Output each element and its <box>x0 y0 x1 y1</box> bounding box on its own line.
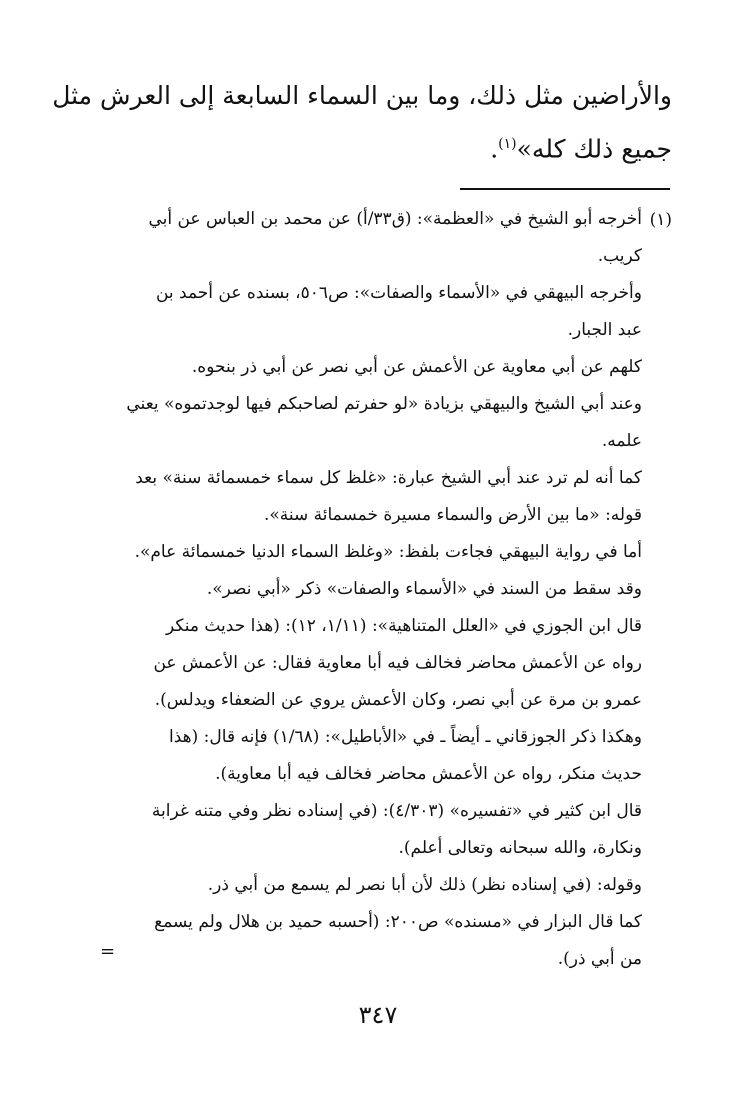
page-number: ٣٤٧ <box>358 1001 398 1029</box>
footnote-line: حديث منكر، رواه عن الأعمش محاضر فخالف فيه أبا معاوية). <box>215 764 642 784</box>
footnote-line: وأخرجه البيهقي في «الأسماء والصفات»: ص٥٠٦، بسنده عن أحمد بن <box>155 283 642 303</box>
footnote-line: كما أنه لم ترد عند أبي الشيخ عبارة: «غلظ كل سماء خمسمائة سنة» بعد <box>135 468 642 488</box>
footnote-reference: (١) <box>498 136 517 152</box>
footnote-line: أخرجه أبو الشيخ في «العظمة»: (ق٣٣/أ) عن محمد بن العباس عن أبي <box>148 209 642 229</box>
footnote-separator <box>460 188 670 190</box>
footnote-body <box>30 201 642 978</box>
main-text-line-2 <box>82 120 672 173</box>
footnote-line: علمه. <box>601 431 642 451</box>
main-text <box>52 72 672 173</box>
footnote-line: عبد الجبار. <box>567 320 642 340</box>
main-text-end: . <box>490 134 499 164</box>
footnote-line: عمرو بن مرة عن أبي نصر، وكان الأعمش يروي عن الضعفاء ويدلس). <box>154 690 642 710</box>
footnote-line: رواه عن الأعمش محاضر فخالف فيه أبا معاوية فقال: عن الأعمش عن <box>153 653 642 673</box>
continuation-mark: = <box>100 941 116 962</box>
main-text-line-2-text: جميع ذلك كله» <box>516 134 672 164</box>
footnote-line: وعند أبي الشيخ والبيهقي بزيادة «لو حفرتم لصاحبكم فيها لوجدتموه» يعني <box>126 394 642 414</box>
footnote-line: وهكذا ذكر الجوزقاني ـ أيضاً ـ في «الأباطيل»: (١/٦٨) فإنه قال: (هذا <box>169 727 642 747</box>
footnote-line: وقوله: (في إسناده نظر) ذلك لأن أبا نصر لم يسمع من أبي ذر. <box>207 875 642 895</box>
footnote-marker: (١) <box>649 210 672 230</box>
main-text-line-1: والأراضين مثل ذلك، وما بين السماء السابعة إلى العرش مثل <box>52 81 672 110</box>
footnote-section <box>30 201 672 978</box>
footnote-line: كلهم عن أبي معاوية عن الأعمش عن أبي نصر عن أبي ذر بنحوه. <box>191 357 642 377</box>
footnote-line: كريب. <box>597 246 642 266</box>
footnote-line: قال ابن الجوزي في «العلل المتناهية»: (١/١١، ١٢): (هذا حديث منكر <box>165 616 642 636</box>
footnote-line: وقد سقط من السند في «الأسماء والصفات» ذكر «أبي نصر». <box>206 579 642 599</box>
footnote-line: ونكارة، والله سبحانه وتعالى أعلم). <box>398 838 642 858</box>
footnote-line: قال ابن كثير في «تفسيره» (٤/٣٠٣): (في إسناده نظر وفي متنه غرابة <box>151 801 642 821</box>
footnote-line: من أبي ذر). <box>557 949 642 969</box>
footnote-line: قوله: «ما بين الأرض والسماء مسيرة خمسمائة سنة». <box>263 505 642 525</box>
footnote-line: كما قال البزار في «مسنده» ص٢٠٠: (أحسبه حميد بن هلال ولم يسمع <box>154 912 642 932</box>
footnote-line: أما في رواية البيهقي فجاءت بلفظ: «وغلظ السماء الدنيا خمسمائة عام». <box>134 542 642 562</box>
